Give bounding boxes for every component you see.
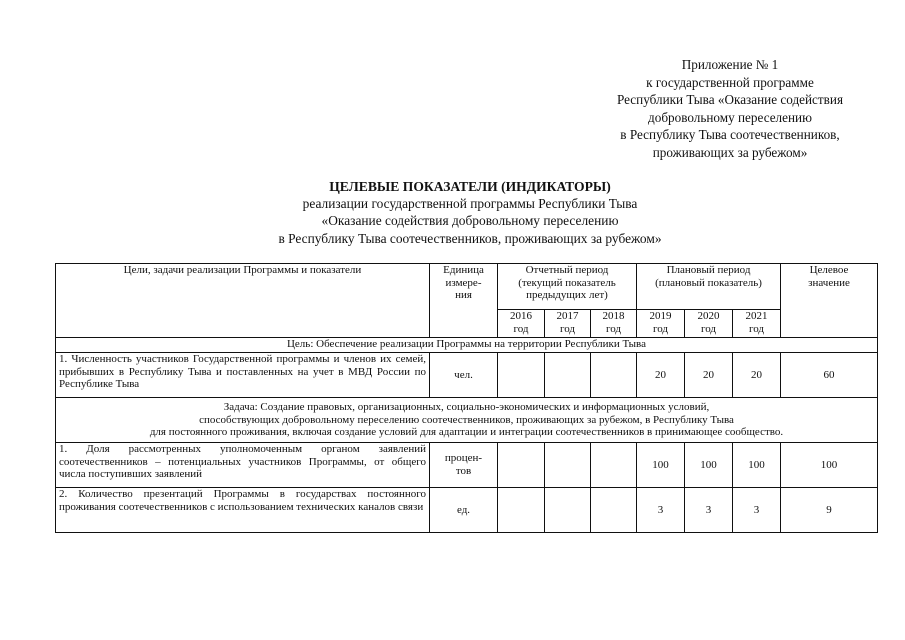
year-label: год xyxy=(559,322,576,335)
header-year-2017 xyxy=(545,310,591,338)
table-row xyxy=(56,443,878,488)
header-year-2020 xyxy=(685,310,733,338)
document-subtitle-line: «Оказание содействия добровольному переселению xyxy=(321,213,619,229)
value-2016 xyxy=(498,488,545,533)
appendix-line: в Республику Тыва соотечественников, xyxy=(620,127,840,143)
value-2019: 20 xyxy=(637,353,685,398)
appendix-line: Республики Тыва «Оказание содействия xyxy=(616,92,844,108)
indicator-unit: процен-тов xyxy=(430,443,498,488)
appendix-note xyxy=(560,56,900,162)
target-value: 9 xyxy=(781,488,878,533)
indicators-table xyxy=(55,263,878,533)
year-number: 2016 xyxy=(510,310,532,322)
document-title: ЦЕЛЕВЫЕ ПОКАЗАТЕЛИ (ИНДИКАТОРЫ) xyxy=(329,179,611,194)
header-reporting-line: Отчетный период xyxy=(525,264,609,276)
document-subtitle-line: в Республику Тыва соотечественников, проживающих за рубежом» xyxy=(278,230,662,246)
value-2021: 3 xyxy=(733,488,781,533)
year-label: год xyxy=(513,322,529,335)
header-target-line: значение xyxy=(808,276,850,289)
year-label: год xyxy=(652,322,669,335)
year-label: год xyxy=(605,322,622,335)
value-2017 xyxy=(545,443,591,488)
year-number: 2019 xyxy=(649,310,672,322)
table-row xyxy=(56,488,878,533)
header-goals-text: Цели, задачи реализации Программы и показатели xyxy=(123,264,362,276)
header-goals xyxy=(56,264,430,338)
indicator-name: 1. Доля рассмотренных уполномоченным органом заявлений соотечественников – потенциальных участников Программы, от общего числа поступивших заявлений xyxy=(56,443,430,488)
appendix-line: проживающих за рубежом» xyxy=(652,144,808,160)
header-planned-period xyxy=(637,264,781,310)
indicator-unit: ед. xyxy=(430,488,498,533)
year-number: 2021 xyxy=(745,310,768,322)
document-subtitle-line: реализации государственной программы Республики Тыва xyxy=(302,196,638,212)
value-2017 xyxy=(545,488,591,533)
value-2021: 100 xyxy=(733,443,781,488)
target-value: 100 xyxy=(781,443,878,488)
year-number: 2018 xyxy=(602,310,625,322)
header-year-2018 xyxy=(591,310,637,338)
value-2017 xyxy=(545,353,591,398)
header-reporting-period xyxy=(498,264,637,310)
value-2020: 100 xyxy=(685,443,733,488)
value-2016 xyxy=(498,353,545,398)
table-header-row xyxy=(56,264,878,310)
indicator-name: 2. Количество презентаций Программы в государствах постоянного проживания соотечественников с использованием технических каналов связи xyxy=(56,488,430,533)
value-2021: 20 xyxy=(733,353,781,398)
document-heading xyxy=(200,178,740,247)
task-line: способствующих добровольному переселению соотечественников, проживающих за рубежом, в Республику Тыва xyxy=(199,413,734,426)
appendix-line: добровольному переселению xyxy=(648,109,812,125)
task-line: для постоянного проживания, включая создание условий для адаптации и интеграции соотечественников в принимающее сообщество. xyxy=(149,426,784,439)
value-2018 xyxy=(591,443,637,488)
year-label: год xyxy=(700,322,717,335)
target-value: 60 xyxy=(781,353,878,398)
year-label: год xyxy=(748,322,765,335)
value-2020: 3 xyxy=(685,488,733,533)
indicator-name: 1. Численность участников Государственной программы и членов их семей, прибывших в Республику Тыва и поставленных на учет в МВД России по Республике Тыва xyxy=(56,353,430,398)
task-line: Задача: Создание правовых, организационных, социально-экономических и информационных условий, xyxy=(223,401,710,414)
appendix-line: Приложение № 1 xyxy=(681,57,779,72)
header-reporting-line: (текущий показатель xyxy=(518,276,616,289)
value-2018 xyxy=(591,353,637,398)
table-row xyxy=(56,353,878,398)
header-unit-line: Единица xyxy=(443,264,484,276)
year-number: 2017 xyxy=(556,310,579,322)
header-year-2021 xyxy=(733,310,781,338)
header-unit xyxy=(430,264,498,338)
header-target-line: Целевое xyxy=(809,264,849,276)
appendix-line: к государственной программе xyxy=(646,74,814,90)
value-2016 xyxy=(498,443,545,488)
header-year-2016 xyxy=(498,310,545,338)
header-year-2019 xyxy=(637,310,685,338)
header-planned-line: (плановый показатель) xyxy=(655,276,762,289)
header-unit-line: ния xyxy=(455,289,472,302)
indicator-unit: чел. xyxy=(430,353,498,398)
goal-text: Цель: Обеспечение реализации Программы на территории Республики Тыва xyxy=(56,338,878,353)
task-text xyxy=(56,398,878,443)
goal-row xyxy=(56,338,878,353)
value-2019: 3 xyxy=(637,488,685,533)
header-planned-line: Плановый период xyxy=(666,264,751,276)
value-2018 xyxy=(591,488,637,533)
year-number: 2020 xyxy=(697,310,720,322)
header-target-value xyxy=(781,264,878,338)
value-2019: 100 xyxy=(637,443,685,488)
value-2020: 20 xyxy=(685,353,733,398)
header-reporting-line: предыдущих лет) xyxy=(526,289,608,302)
header-unit-line: измере- xyxy=(445,276,482,289)
task-row xyxy=(56,398,878,443)
